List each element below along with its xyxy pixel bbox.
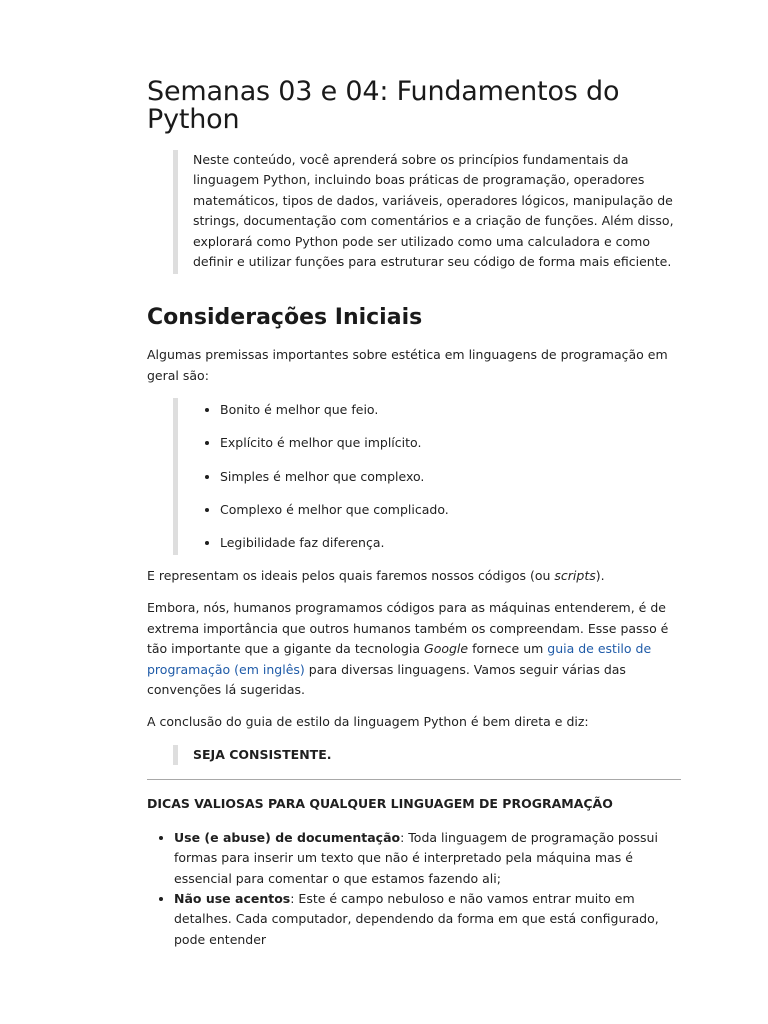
tip-text: : Toda linguagem de programação possui formas para inserir um texto que não é interpretado pela máquina mas é essencial para comentar o que estamos fazendo ali;: [174, 829, 658, 886]
humans-text-2: fornece um: [468, 641, 548, 657]
premises-blockquote: [173, 398, 681, 555]
tip-bold-label: Não use acentos: [174, 891, 291, 907]
intro-text: Neste conteúdo, você aprenderá sobre os princípios fundamentais da linguagem Python, incluindo boas práticas de programação, operadores matemáticos, tipos de dados, variáveis, operadores lógicos, manipulação de strings, documentação com comentários e a criação de funções. Além disso, explorará como Python pode ser utilizado como uma calculadora e como definir e utilizar funções para estruturar seu código de forma mais eficiente.: [193, 152, 674, 270]
style-guide-link[interactable]: guia de estilo de programação (em inglês): [147, 641, 652, 677]
conclusion-paragraph: A conclusão do guia de estilo da linguagem Python é bem direta e diz:: [147, 714, 589, 730]
intro-blockquote: [173, 150, 681, 274]
consistent-blockquote: [173, 745, 681, 765]
list-item: • Simples é melhor que complexo.: [220, 467, 681, 487]
ideals-emphasis: scripts: [554, 568, 596, 583]
humans-paragraph: [147, 598, 681, 700]
consistent-text: SEJA CONSISTENTE.: [193, 746, 332, 762]
list-item: [174, 828, 681, 889]
list-item: • Complexo é melhor que complicado.: [220, 500, 681, 520]
ideals-text-pre: E representam os ideais pelos quais faremos nossos códigos (ou: [147, 568, 555, 583]
google-emphasis: Google: [424, 641, 469, 657]
humans-text-1: Embora, nós, humanos programamos códigos para as máquinas entenderem, é de extrema importância que outros humanos também os compreendam. Esse passo é tão importante que a gigante da tecnologia: [147, 600, 669, 657]
premises-list: [193, 400, 681, 553]
humans-text-3: para diversas linguagens. Vamos seguir várias das convenções lá sugeridas.: [147, 661, 626, 698]
tips-list: [147, 828, 681, 950]
ideals-text-post: ).: [595, 568, 605, 583]
document-page: [147, 78, 681, 950]
section-heading: Considerações Iniciais: [147, 305, 423, 331]
list-item: • Explícito é melhor que implícito.: [220, 433, 681, 453]
tip-text: : Este é campo nebuloso e não vamos entrar muito em detalhes. Cada computador, dependendo da forma em que está configurado, pode entender: [174, 891, 659, 947]
tip-bold-label: Use (e abuse) de documentação: [174, 829, 401, 845]
tips-heading: DICAS VALIOSAS PARA QUALQUER LINGUAGEM DE PROGRAMAÇÃO: [147, 795, 613, 811]
premises-intro: Algumas premissas importantes sobre estética em linguagens de programação em geral são:: [147, 347, 668, 383]
list-item: • Legibilidade faz diferença.: [220, 533, 681, 553]
ideals-paragraph: [147, 566, 681, 586]
page-title: Semanas 03 e 04: Fundamentos do Python: [147, 76, 620, 135]
list-item: [174, 889, 681, 950]
horizontal-divider: [147, 779, 681, 780]
list-item: • Bonito é melhor que feio.: [220, 400, 681, 420]
